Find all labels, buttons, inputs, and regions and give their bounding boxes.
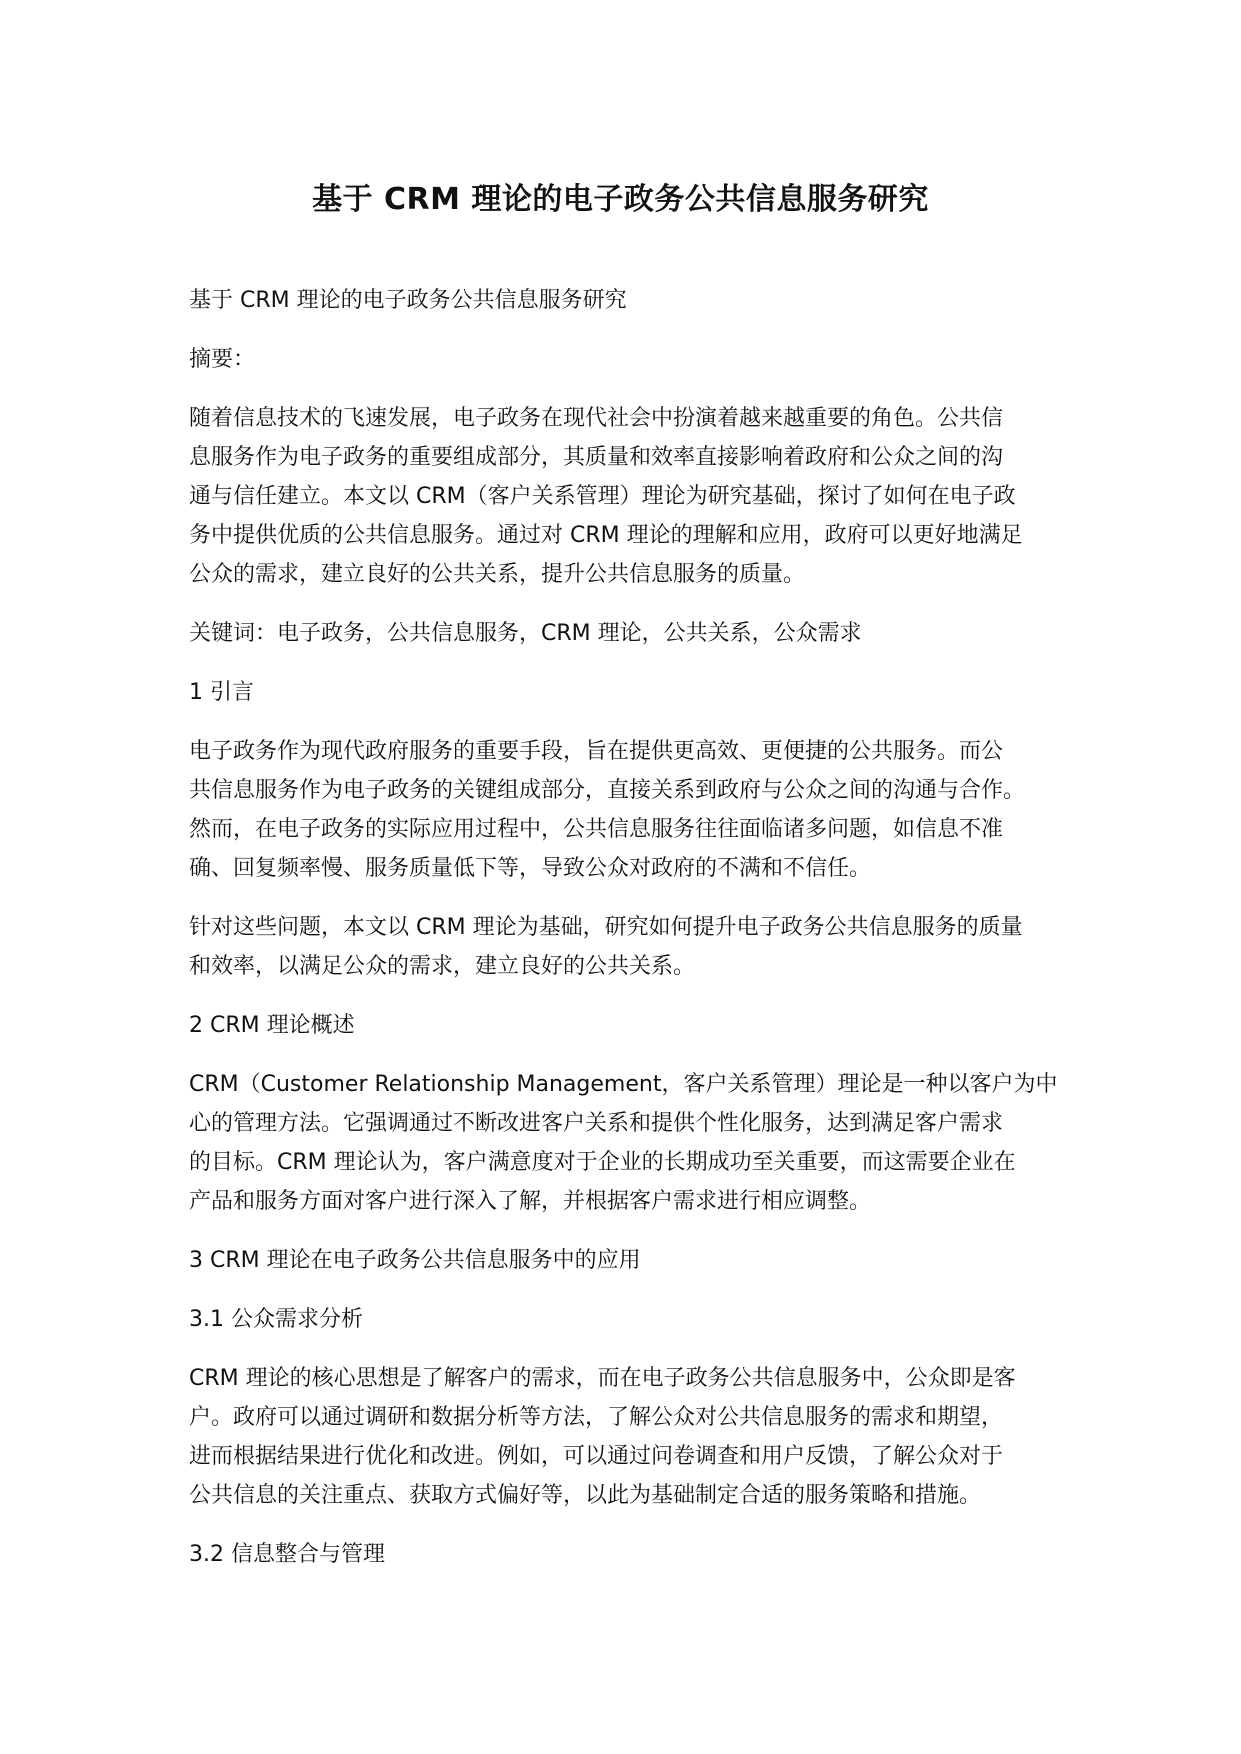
paragraph-line: 电子政务作为现代政府服务的重要手段，旨在提供更高效、更便捷的公共服务。而公 — [189, 739, 1004, 764]
keywords: 关键词：电子政务，公共信息服务，CRM 理论，公共关系，公众需求 — [189, 621, 862, 646]
section-heading-2: 2 CRM 理论概述 — [189, 1013, 355, 1038]
section-heading-3-1: 3.1 公众需求分析 — [189, 1307, 363, 1332]
section-heading-3-2: 3.2 信息整合与管理 — [189, 1542, 385, 1567]
paragraph-line: 心的管理方法。它强调通过不断改进客户关系和提供个性化服务，达到满足客户需求 — [189, 1111, 1004, 1136]
paragraph-line: 的目标。CRM 理论认为，客户满意度对于企业的长期成功至关重要，而这需要企业在 — [189, 1150, 1016, 1175]
abstract-line: 务中提供优质的公共信息服务。通过对 CRM 理论的理解和应用，政府可以更好地满足 — [189, 523, 1023, 548]
section3-1-paragraph-1 — [189, 1359, 1069, 1515]
paragraph-line: 然而，在电子政务的实际应用过程中，公共信息服务往往面临诸多问题，如信息不准 — [189, 817, 1004, 842]
subtitle: 基于 CRM 理论的电子政务公共信息服务研究 — [189, 288, 627, 313]
section-heading-3: 3 CRM 理论在电子政务公共信息服务中的应用 — [189, 1248, 641, 1273]
section2-paragraph-1 — [189, 1065, 1069, 1221]
abstract-line: 息服务作为电子政务的重要组成部分，其质量和效率直接影响着政府和公众之间的沟 — [189, 445, 1004, 470]
paragraph-line: 和效率，以满足公众的需求，建立良好的公共关系。 — [189, 954, 696, 979]
paragraph-line: CRM 理论的核心思想是了解客户的需求，而在电子政务公共信息服务中，公众即是客 — [189, 1366, 1016, 1391]
document-title: 基于 CRM 理论的电子政务公共信息服务研究 — [312, 182, 929, 217]
abstract-paragraph — [189, 399, 1069, 594]
document-body — [189, 281, 1069, 1594]
abstract-line: 通与信任建立。本文以 CRM（客户关系管理）理论为研究基础，探讨了如何在电子政 — [189, 484, 1016, 509]
paragraph-line: 进而根据结果进行优化和改进。例如，可以通过问卷调查和用户反馈，了解公众对于 — [189, 1444, 1004, 1469]
paragraph-line: 针对这些问题，本文以 CRM 理论为基础，研究如何提升电子政务公共信息服务的质量 — [189, 915, 1023, 940]
section1-paragraph-1 — [189, 732, 1069, 888]
paragraph-line: 户。政府可以通过调研和数据分析等方法，了解公众对公共信息服务的需求和期望， — [189, 1405, 1004, 1430]
abstract-line: 公众的需求，建立良好的公共关系，提升公共信息服务的质量。 — [189, 562, 806, 587]
paragraph-line: 公共信息的关注重点、获取方式偏好等，以此为基础制定合适的服务策略和措施。 — [189, 1483, 982, 1508]
abstract-label: 摘要： — [189, 347, 256, 372]
abstract-line: 随着信息技术的飞速发展，电子政务在现代社会中扮演着越来越重要的角色。公共信 — [189, 406, 1004, 431]
paragraph-line: 产品和服务方面对客户进行深入了解，并根据客户需求进行相应调整。 — [189, 1189, 872, 1214]
section1-paragraph-2 — [189, 908, 1069, 986]
paragraph-line: CRM（Customer Relationship Management，客户关系管理）理论是一种以客户为中 — [189, 1072, 1058, 1097]
paragraph-line: 确、回复频率慢、服务质量低下等，导致公众对政府的不满和不信任。 — [189, 856, 872, 881]
section-heading-1: 1 引言 — [189, 680, 254, 705]
paragraph-line: 共信息服务作为电子政务的关键组成部分，直接关系到政府与公众之间的沟通与合作。 — [189, 778, 1026, 803]
